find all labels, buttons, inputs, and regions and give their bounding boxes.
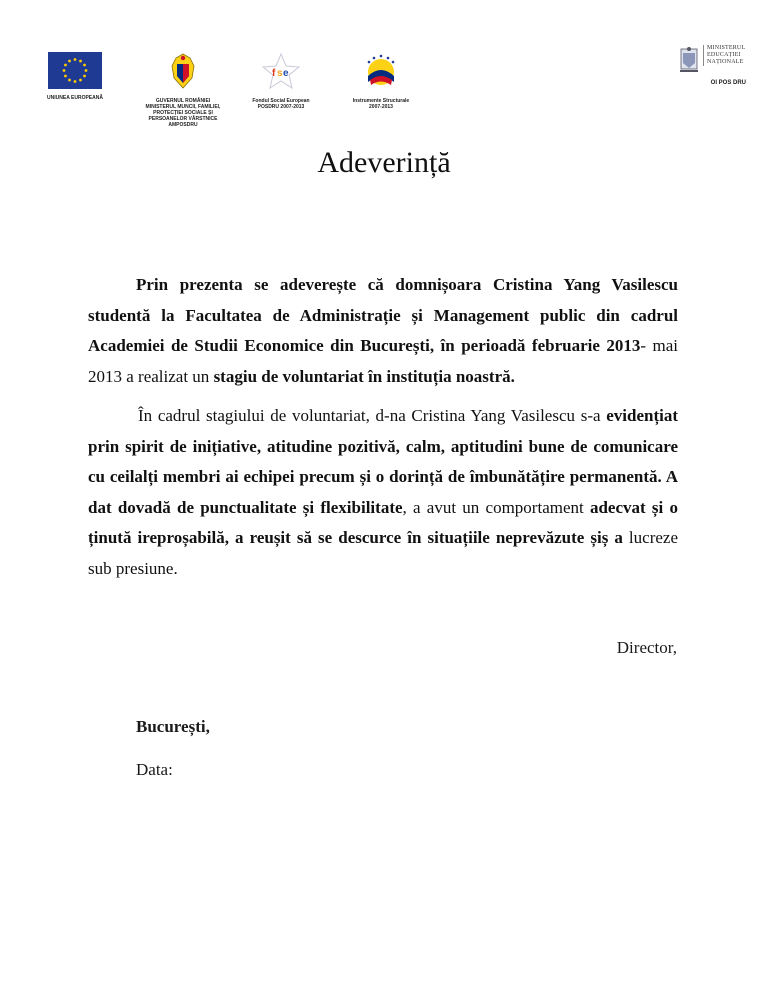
eu-flag-icon (48, 52, 102, 89)
svg-text:s: s (277, 68, 283, 79)
eu-star-icon (74, 58, 77, 61)
director-signature-label: Director, (616, 638, 677, 657)
date-label: Data: (136, 760, 173, 779)
eu-caption: UNIUNEA EUROPEANĂ (47, 95, 103, 101)
paragraph-1-regular: - mai 2013 a realizat un (88, 336, 678, 386)
paragraph-2-regular-c: , a avut un comportament (402, 497, 590, 517)
fse-caption: Fondul Social European POSDRU 2007-2013 (252, 98, 310, 110)
fse-star-icon (261, 52, 301, 90)
eu-star-icon (63, 69, 66, 72)
ministry-crest-icon (678, 45, 700, 75)
document-title: Adeverință (317, 146, 451, 179)
eu-star-icon (85, 69, 88, 72)
ministry-line-1: MINISTERUL (707, 45, 746, 51)
oi-pos-dru-label: OI POS DRU (710, 80, 746, 86)
eu-star-icon (79, 79, 82, 82)
paragraph-2-regular-e: lucreze sub presiune. (88, 528, 678, 578)
eu-star-icon (64, 75, 67, 78)
government-caption: GUVERNUL ROMÂNIEI MINISTERUL MUNCII, FAMILIEI, PROTECȚIEI SOCIALE ȘI PERSOANELOR VÂRSTNICE AMPOSDRU (145, 98, 221, 128)
ministry-education-logo (678, 45, 748, 86)
structural-instruments-logo (350, 52, 412, 110)
eu-star-icon (83, 75, 86, 78)
eu-star-icon (68, 60, 71, 63)
structural-instruments-caption: Instrumente Structurale 2007-2013 (352, 98, 410, 110)
ministry-line-3: NAȚIONALE (707, 59, 744, 65)
svg-text:f: f (272, 68, 276, 79)
government-logo (140, 52, 226, 128)
eu-star-icon (64, 64, 67, 67)
logo-header (0, 0, 768, 130)
eu-star-icon (79, 60, 82, 63)
eu-logo (40, 52, 110, 101)
structural-instruments-icon (361, 52, 401, 90)
paragraph-2-regular-a: În cadrul stagiului de voluntariat, d-na Cristina Yang Vasilescu s-a (138, 406, 607, 425)
paragraph-2 (88, 401, 678, 584)
paragraph-1-bold-a: Prin prezenta se adeverește că domnișoara Cristina Yang Vasilescu studentă la Facultatea de Administrație și Management public din cadrul Academiei de Studii Economice din București, în perioadă februarie 2013 (88, 275, 678, 355)
paragraph-1 (88, 270, 678, 392)
paragraph-1-bold-c: stagiu de voluntariat în instituția noastră. (213, 366, 515, 386)
eu-star-icon (74, 80, 77, 83)
ministry-line-2: EDUCAȚIEI (707, 52, 741, 58)
eu-star-icon (83, 64, 86, 67)
city-label: București, (136, 717, 210, 736)
fse-logo (250, 52, 312, 110)
paragraph-2-bold-b: evidențiat prin spirit de inițiative, atitudine pozitivă, calm, aptitudini bune de comunicare cu ceilalți membri ai echipei precum și o dorință de îmbunătățire permanentă. A dat dovadă de punctualitate și flexibilitate (88, 406, 678, 517)
svg-text:e: e (283, 68, 289, 79)
paragraph-2-bold-d: adecvat și o ținută ireproșabilă, a reușit să se descurce în situațiile neprevăzute șiș a (88, 497, 678, 547)
eu-star-icon (68, 79, 71, 82)
romanian-coat-of-arms-icon (170, 52, 196, 90)
